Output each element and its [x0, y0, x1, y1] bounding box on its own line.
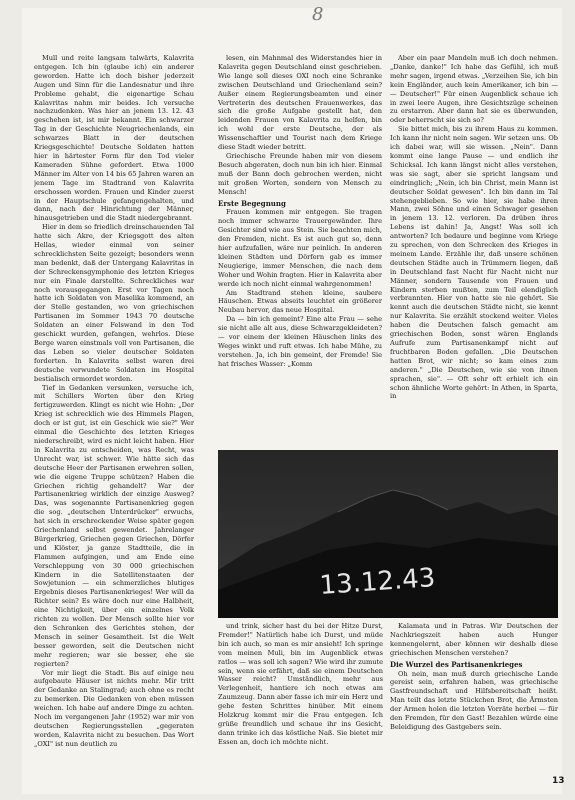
article-column-2-continued — [218, 622, 383, 782]
paragraph: Oh nein, man muß durch griechische Lande gereist sein, erfahren haben, was griechische Gastfreundschaft und Hilfsbereitschaft heißt. Man teilt das letzte Stückchen Brot, die Ärmsten der Armen holen die letzten Vorräte herbei — für den Fremden, für den Gast! Bezahlen würde eine Beleidigung des Gastgebers sein. — [390, 669, 558, 731]
article-column-1 — [34, 54, 194, 776]
paragraph: Aber ein paar Mandeln muß ich doch nehmen. „Danke, danke!" Ich habe das Gefühl, ich muß mehr sagen, irgend etwas. „Verzeihen Sie, ich bin kein Engländer, auch kein Amerikaner, ich bin — — Deutscher!" Für einen Augenblick schaue ich in zwei leere Augen, ihre Gesichtszüge scheinen zu erstarren. Aber dann hat sie es überwunden, oder beherrscht sie sich so? — [390, 54, 558, 125]
paragraph: Hier in dem so friedlich dreinschauenden Tal hatte sich Akre, der Kriegsgott des alten Hellas, wieder einmal von seiner schrecklichsten Seite gezeigt; besonders wenn man bedenkt, daß der Untergang Kalavritas in der Schreckensgymphonie des letzten Krieges nur ein Finale darstellte. Schreckliches war noch vorausgegangen. Erst vor Tagen noch hatte ich Soldaten von Maselika kommend, an der Stelle gestanden, wo von griechischen Partisanen im Sommer 1943 70 deutsche Soldaten an einer Felswand in den Tod geschickt wurden, gefangen, wehrlos. Diese Berge waren einstmals voll von Partisanen, die das Leben so vieler deutscher Soldaten forderten. In Kalavrita selbst waren drei deutsche verwundete Soldaten im Hospital bestialisch ermordet worden. — [34, 223, 194, 383]
section-heading: Die Wurzel des Partisanenkrieges — [390, 659, 523, 669]
paragraph: Vor mir liegt die Stadt. Bis auf einige neu aufgebaute Häuser ist nichts mehr. Mir tritt der Gedanke an Stalingrad; auch ohne es recht zu bemerken. Die Gedanken von eben müssen weichen. Ich habe auf andere Dinge zu achten. Noch im vergangenen Jahr (1952) war mir von deutschen Regierungsstellen „gegeraten worden, Kalavrita nicht zu besuchen. Das Wort „OXI" ist nun deutlich zu — [34, 668, 194, 748]
hillside-memorial-photo — [218, 450, 558, 618]
paragraph: Frauen kommen mir entgegen. Sie tragen noch immer schwarze Trauergewänder. Ihre Gesichter sind wie aus Stein. Sie beachten mich, den Fremden, nicht. Es ist auch gut so, denn hier aufzufallen, wäre nur peinlich. In anderen kleinen Städten und Dörfern gab es immer Neugierige, immer Menschen, die nach dem Woher und Wohin fragten. Hier in Kalavrita aber werde ich noch nicht einmal wahrgenommen! — [218, 208, 382, 288]
paragraph: Mull und reite langsam talwärts, Kalavrita entgegen. Ich bin (glaube ich) ein anderer geworden. Hatte ich doch bisher jederzeit Augen und Sinn für die Landesnatur und ihre Probleme gehabt, die eigenartige Schau Kalavritas nahm mir beides. Ich versuche nachzudenken. Was hier an jenem 13. 12. 43 geschehen ist, ist mir bekannt. Ein schwarzer Tag in der Geschichte Neugriechenlands, ein schwarzes Blatt in der deutschen Kriegsgeschichte! Deutsche Soldaten hatten hier in härtester Form für den Tod vieler Kameraden Sühne gefordert. Etwa 1000 Männer im Alter von 14 bis 65 Jahren waren an jenem Tage im Stadtrand von Kalavrita erschossen worden. Frauen und Kinder zuerst in der Hauptschule gefangengehalten, und dann, nach der Hinrichtung der Männer, hinausgetrieben und die Stadt niedergebrannt. — [34, 54, 194, 223]
paragraph: und trink, sicher hast du bei der Hitze Durst, Fremder!" Natürlich habe ich Durst, und müde bin ich auch, so man es mir ansieht! Ich springe vom meinen Muli, bin im Augenblick etwas ratlos — was soll ich sagen? Wie wird ihr zumute sein, wenn sie erfährt, daß sie einem Deutschen Wasser reicht? Umständlich, mehr aus Verlegenheit, hantiere ich noch etwas am Zaumzeug. Dann aber fasse ich mir ein Herz und gehe festen Schrittes hinüber. Mit einem Holzkrug kommt mir die Frau entgegen. Ich grüße freundlich und schaue ihr ins Gesicht, dann trinke ich das köstliche Naß. Sie bietet mir Essen an, doch ich möchte nicht. — [218, 622, 383, 746]
page-number: 13 — [552, 776, 565, 786]
newspaper-page — [22, 4, 565, 794]
section-heading: Erste Begegnung — [218, 198, 286, 208]
paragraph: Griechische Freunde haben mir von diesem Besuch abgeraten, doch nun bin ich hier. Einmal muß der Bann doch gebrochen werden, nicht mit großen Worten, sondern von Mensch zu Mensch! — [218, 151, 382, 196]
article-column-3-continued — [390, 622, 558, 782]
paragraph: Tief in Gedanken versunken, versuche ich, mit Schillers Worten über den Krieg fertigzuwerden. Klingt es nicht wie Hohn: „Der Krieg ist schrecklich wie des Himmels Plagen, doch er ist gut, ist ein Geschick wie sie?" Wer einmal die Geschichte des letzten Krieges niederschreibt, wird es nicht leicht haben. Hier in Kalavrita zu entscheiden, was Recht, was Unrecht war, ist schwer. Wie hätte sich das deutsche Heer der Partisanen erwehren sollen, wie die eigene Truppe schützen? Haben die Griechen richtig gehandelt? War der Partisanenkrieg wirklich der einzige Ausweg? Das, was sogenannte Partisanenkrieg gegen die sog. „deutschen Unterdrücker" erwuchs, hat sich in erschreckender Weise später gegen Griechenland selbst gewendet. Jahrelanger Bürgerkrieg, Griechen gegen Griechen, Dörfer und Klöster, ja ganze Stadtteile, die in Flammen aufgingen, und am Ende eine Verschleppung von 30 000 griechischen Kindern in die Satellitenstaaten der Sowjetunion — ein schmerzliches blutiges Ergebnis dieses Partisanenkrieges! Wer will da Richter sein? Es wäre doch nur eine Halbheit, eine Nichtigkeit, über ein einzelnes Volk richten zu wollen. Der Mensch sollte hier vor den Schranken des Gerichtes stehen, der Mensch in seiner Gesamtheit. Ist die Welt besser geworden, seit die Deutschen nicht mehr regieren; war sie besser, ehe sie regierten? — [34, 383, 194, 668]
paragraph: lesen, ein Mahnmal des Widerstandes hier in Kalavrita gegen Deutschland einst geschrieben. Wie lange soll dieses OXI noch eine Schranke zwischen Deutschland und Griechenland sein? Außer einem Regierungsbeamten und einer Vertreterin des deutschen Frauenwerkes, das sich die große Aufgabe gestellt hat, den leidenden Frauen von Kalavrita zu helfen, bin ich wohl der erste Deutsche, der als Wissenschaftler und Tourist nach dem Kriege diese Stadt wieder betritt. — [218, 54, 382, 152]
paragraph: Am Stadtrand stehen kleine, saubere Häuschen. Etwas abseits leuchtet ein größerer Neubau hervor, das neue Hospital. — [218, 288, 382, 315]
paragraph: Da — bin ich gemeint? Eine alte Frau — sehe sie nicht alle alt aus, diese Schwarzgekleideten? — vor einem der kleinen Häuschen links des Weges winkt und ruft etwas. Ich habe Mühe, zu verstehen. Ja, ich bin gemeint, der Fremde! Sie hat frisches Wasser: „Komm — [218, 315, 382, 368]
photo-image — [218, 450, 558, 618]
paragraph: Kalamata und in Patras. Wir Deutschen der Nachkriegszeit haben auch Hunger kennengelernt, aber können wir deshalb diese griechischen Menschen verstehen? — [390, 622, 558, 657]
paragraph: Sie bittet mich, bis zu ihrem Haus zu kommen. Ich kann ihr nicht nein sagen. Wir setzen uns. Ob ich dabei war, will sie wissen. „Nein". Dann kommt eine lange Pause — und endlich ihr Schicksal. Ich kann längst nicht alles verstehen, was sie sagt, aber sie spricht langsam und eindringlich; „Nein, ich bin Christ, mein Mann ist deutscher Soldat gewesen". Ich bin dann im Tal stehengeblieben. So wie hier, sie habe ihren Mann, zwei Söhne und einen Schwager gesehen in jenem 13. 12. verloren. Da drüben ihres Lebens ist dahin! Ja, Angst! Was soll ich antworten? Ich bedaure und beginne vom Kriege zu sprechen, von den Schrecken des Krieges in meinem Lande. Erzähle ihr, daß unsere schönen deutschen Städte auch in Trümmern liegen, daß in Deutschland fast Nacht für Nacht nicht nur Männer, sondern Tausende von Frauen und Kindern sterben mußten, zum Teil elendiglich verbrannten. Hier von hatte sie nie gehört. Sie kennt auch die deutschen Städte nicht, sie kennt nur Kalavrita. Sie erzählt stockend weiter. Vieles haben die Deutschen falsch gemacht am griechischen Boden, sonst wären Englands Aufrufe zum Partisanenkampf nicht auf fruchtbaren Boden gefallen. „Die Deutschen hatten Brot, wir nicht; so kam eines zum anderen." „Die Deutschen, wie sie von ihnen sprachen, sie". — Oft sehr oft erhielt ich ein schon ähnliche Worte gehört: In Athen, in Sparta, in — [390, 125, 558, 401]
handwritten-page-mark: 8 — [312, 4, 324, 25]
hillside-inscription: 13.12.43 — [318, 563, 437, 602]
